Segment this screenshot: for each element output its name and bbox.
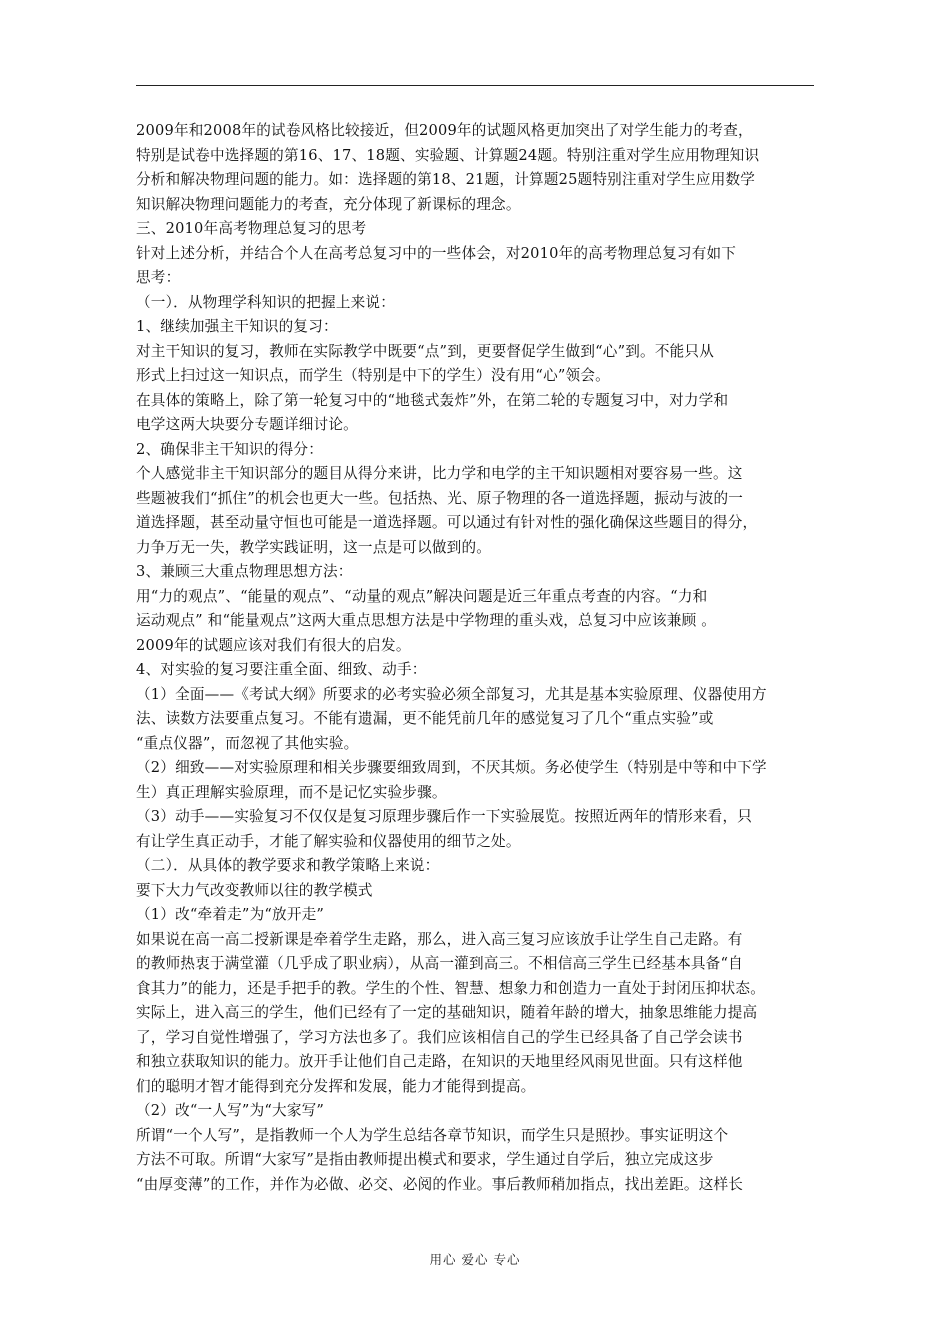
text-line: （2）改“一人写”为“大家写” bbox=[136, 1102, 325, 1119]
text-line: 3、兼顾三大重点物理思想方法： bbox=[136, 563, 353, 580]
document-body bbox=[136, 119, 826, 1197]
text-line: 运动观点” 和“能量观点”这两大重点思想方法是中学物理的重头戏，总复习中应该兼顾 。 bbox=[136, 612, 717, 629]
text-line: 三、2010年高考物理总复习的思考 bbox=[136, 220, 367, 237]
text-line: 生）真正理解实验原理，而不是记忆实验步骤。 bbox=[136, 783, 447, 801]
text-line: 方法不可取。所谓“大家写”是指由教师提出模式和要求，学生通过自学后，独立完成这步 bbox=[136, 1151, 714, 1168]
text-line: （1）全面——《考试大纲》所要求的必考实验必须全部复习，尤其是基本实验原理、仪器使用方 bbox=[136, 685, 767, 703]
text-line: 食其力”的能力，还是手把手的教。学生的个性、智慧、想象力和创造力一直处于封闭压抑状态。 bbox=[136, 979, 766, 997]
text-line: （3）动手——实验复习不仅仅是复习原理步骤后作一下实验展览。按照近两年的情形来看，只 bbox=[136, 808, 753, 825]
text-line: 所谓“一个人写”，是指教师一个人为学生总结各章节知识，而学生只是照抄。事实证明这个 bbox=[136, 1126, 729, 1144]
text-line: 实际上，进入高三的学生，他们已经有了一定的基础知识，随着年龄的增大，抽象思维能力提高 bbox=[136, 1004, 758, 1021]
text-line: 如果说在高一高二授新课是牵着学生走路，那么，进入高三复习应该放手让学生自己走路。有 bbox=[136, 930, 743, 948]
text-line: 们的聪明才智才能得到充分发挥和发展，能力才能得到提高。 bbox=[136, 1077, 536, 1095]
text-line: 形式上扫过这一知识点，而学生（特别是中下的学生）没有用“心”领会。 bbox=[136, 367, 610, 384]
text-line: 个人感觉非主干知识部分的题目从得分来讲，比力学和电学的主干知识题相对要容易一些。这 bbox=[136, 465, 743, 482]
text-line: 用“力的观点”、“能量的观点”、“动量的观点”解决问题是近三年重点考查的内容。“力和 bbox=[136, 587, 708, 605]
text-line: 2、确保非主干知识的得分： bbox=[136, 440, 324, 458]
text-line: 法、读数方法要重点复习。不能有遗漏，更不能凭前几年的感觉复习了几个“重点实验”或 bbox=[136, 710, 714, 727]
text-line: 些题被我们“抓住”的机会也更大一些。包括热、光、原子物理的各一道选择题，振动与波的一 bbox=[136, 489, 744, 507]
text-line: 分析和解决物理问题的能力。如：选择题的第18、21题，计算题25题特别注重对学生应用数学 bbox=[136, 171, 756, 188]
text-line: “由厚变薄”的工作，并作为必做、必交、必阅的作业。事后教师稍加指点，找出差距。这样长 bbox=[136, 1175, 744, 1193]
text-line: 的教师热衷于满堂灌（几乎成了职业病），从高一灌到高三。不相信高三学生已经基本具备“自 bbox=[136, 955, 743, 972]
text-line: （二）．从具体的教学要求和教学策略上来说： bbox=[136, 857, 440, 874]
text-line: 知识解决物理问题能力的考查，充分体现了新课标的理念。 bbox=[136, 195, 521, 213]
text-line: 2009年的试题应该对我们有很大的启发。 bbox=[136, 636, 411, 654]
header-rule bbox=[136, 85, 814, 86]
text-line: 思考： bbox=[136, 269, 181, 286]
text-line: 和独立获取知识的能力。放开手让他们自己走路，在知识的天地里经风雨见世面。只有这样他 bbox=[136, 1053, 743, 1070]
text-line: 要下大力气改变教师以往的教学模式 bbox=[136, 881, 373, 899]
text-line: 力争万无一失，教学实践证明，这一点是可以做到的。 bbox=[136, 538, 492, 556]
text-line: 特别是试卷中选择题的第16、17、18题、实验题、计算题24题。特别注重对学生应用物理知识 bbox=[136, 146, 760, 164]
text-line: 4、对实验的复习要注重全面、细致、动手： bbox=[136, 661, 427, 678]
text-line: 对主干知识的复习，教师在实际教学中既要“点”到，更要督促学生做到“心”到。不能只从 bbox=[136, 342, 715, 360]
page-footer: 用心 爱心 专心 bbox=[429, 1252, 521, 1267]
text-line: （2）细致——对实验原理和相关步骤要细致周到，不厌其烦。务必使学生（特别是中等和中下学 bbox=[136, 759, 767, 776]
text-line: 针对上述分析，并结合个人在高考总复习中的一些体会，对2010年的高考物理总复习有如下 bbox=[136, 244, 737, 262]
text-line: 2009年和2008年的试卷风格比较接近，但2009年的试题风格更加突出了对学生能力的考查， bbox=[136, 122, 753, 139]
text-line: 电学这两大块要分专题详细讨论。 bbox=[136, 416, 358, 433]
text-line: 有让学生真正动手，才能了解实验和仪器使用的细节之处。 bbox=[136, 832, 521, 850]
text-line: （1）改“牵着走”为“放开走” bbox=[136, 906, 325, 923]
text-line: （一）．从物理学科知识的把握上来说： bbox=[136, 293, 395, 311]
text-line: 道选择题，甚至动量守恒也可能是一道选择题。可以通过有针对性的强化确保这些题目的得分， bbox=[136, 514, 758, 531]
text-line: 1、继续加强主干知识的复习： bbox=[136, 318, 338, 335]
text-line: 在具体的策略上，除了第一轮复习中的“地毯式轰炸”外，在第二轮的专题复习中，对力学和 bbox=[136, 391, 729, 409]
text-line: “重点仪器”，而忽视了其他实验。 bbox=[136, 734, 359, 752]
text-line: 了，学习自觉性增强了，学习方法也多了。我们应该相信自己的学生已经具备了自己学会读书 bbox=[136, 1028, 743, 1046]
